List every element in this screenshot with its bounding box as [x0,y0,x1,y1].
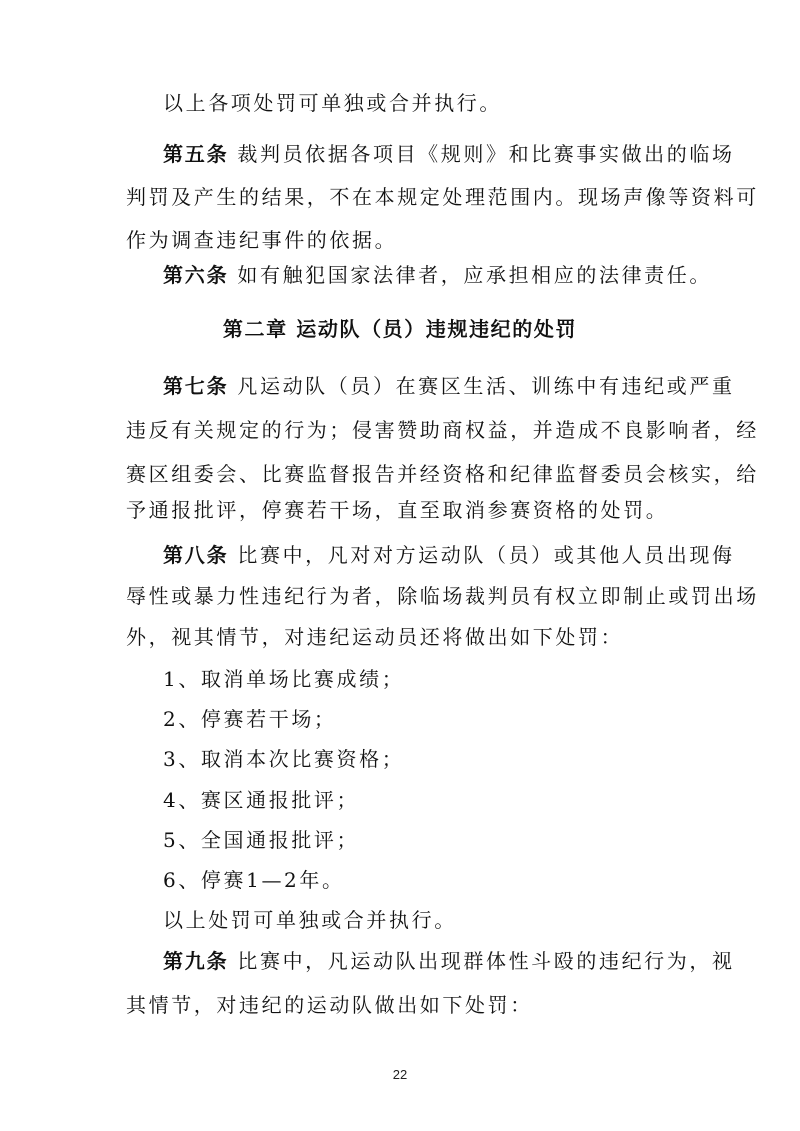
line-text: 以上处罚可单独或合并执行。 [163,908,457,932]
list-item-text: 6、停赛1—2年。 [163,868,345,892]
list-item [0,786,800,814]
paragraph-line [0,183,800,211]
line-text: 予通报批评，停赛若干场，直至取消参赛资格的处罚。 [126,498,669,522]
article-5-line [0,140,800,168]
paragraph-line [0,991,800,1019]
paragraph-line [0,496,800,524]
list-item-text: 5、全国通报批评； [163,828,360,852]
chapter-heading: 第二章 运动队（员）违规违纪的处罚 [222,317,578,341]
article-7-line [0,372,800,400]
list-item-text: 3、取消本次比赛资格； [163,747,405,771]
line-text: 比赛中，凡对对方运动队（员）或其他人员出现侮 [237,543,735,567]
article-6-line [0,261,800,289]
line-text: 辱性或暴力性违纪行为者，除临场裁判员有权立即制止或罚出场 [126,584,759,608]
article-label: 第五条 [163,142,229,166]
line-text: 作为调查违纪事件的依据。 [126,228,398,252]
list-item-text: 1、取消单场比赛成绩； [163,667,405,691]
list-item [0,826,800,854]
article-8-line [0,541,800,569]
list-item [0,866,800,894]
paragraph-line [0,582,800,610]
line-text: 其情节，对违纪的运动队做出如下处罚： [126,993,533,1017]
list-item [0,745,800,773]
article-label: 第六条 [163,263,229,287]
line-text: 裁判员依据各项目《规则》和比赛事实做出的临场 [237,142,735,166]
line-text: 外，视其情节，对违纪运动员还将做出如下处罚： [126,625,624,649]
article-9-line [0,947,800,975]
paragraph-line [0,623,800,651]
line-text: 凡运动队（员）在赛区生活、训练中有违纪或严重 [237,374,735,398]
paragraph-line [0,906,800,934]
paragraph-line [0,460,800,488]
line-text: 如有触犯国家法律者，应承担相应的法律责任。 [237,263,712,287]
article-label: 第九条 [163,949,229,973]
list-item [0,665,800,693]
paragraph-line [0,226,800,254]
list-item-text: 4、赛区通报批评； [163,788,360,812]
line-text: 以上各项处罚可单独或合并执行。 [163,91,502,115]
line-text: 赛区组委会、比赛监督报告并经资格和纪律监督委员会核实，给 [126,462,759,486]
article-label: 第八条 [163,543,229,567]
line-text: 比赛中，凡运动队出现群体性斗殴的违纪行为，视 [237,949,735,973]
list-item [0,705,800,733]
page-number: 22 [392,1067,408,1082]
line-text: 判罚及产生的结果，不在本规定处理范围内。现场声像等资料可 [126,185,759,209]
line-text: 违反有关规定的行为；侵害赞助商权益，并造成不良影响者，经 [126,418,759,442]
list-item-text: 2、停赛若干场； [163,707,337,731]
paragraph-line [0,416,800,444]
article-label: 第七条 [163,374,229,398]
paragraph-line [0,89,800,117]
